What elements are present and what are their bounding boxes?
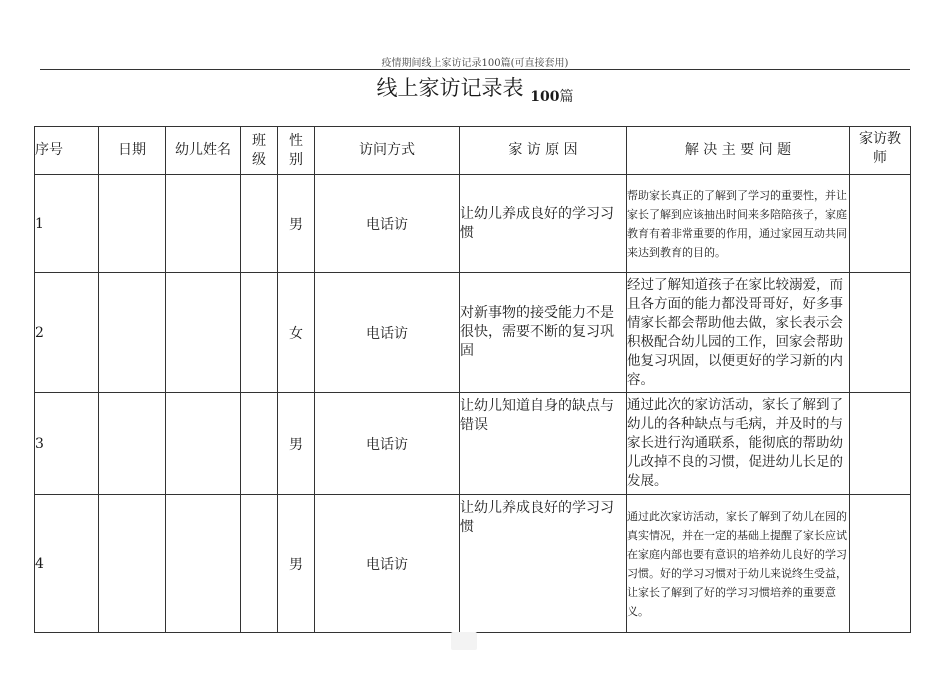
col-child-name: 幼儿姓名 [166,127,241,175]
table-row [35,393,911,495]
cell-teacher [850,175,911,273]
cell-teacher [850,273,911,393]
cell-reason: 让幼儿养成良好的学习习惯 [460,495,627,633]
col-teacher: 家访教师 [850,127,911,175]
cell-date [99,495,166,633]
col-reason: 家 访 原 因 [460,127,627,175]
cell-gender: 女 [278,273,315,393]
table-row [35,175,911,273]
title-count: 100 [530,89,560,105]
header-rule [40,69,910,70]
col-gender: 性别 [278,127,315,175]
cell-date [99,175,166,273]
cell-class [241,495,278,633]
cell-gender: 男 [278,393,315,495]
cell-method: 电话访 [315,495,460,633]
col-seq: 序号 [35,127,99,175]
cell-solution: 帮助家长真正的了解到了学习的重要性，并让家长了解到应该抽出时间来多陪陪孩子，家庭教育有着非常重要的作用，通过家园互动共同来达到教育的目的。 [627,175,850,273]
cell-teacher [850,393,911,495]
cell-class [241,393,278,495]
cell-class [241,273,278,393]
cell-method: 电话访 [315,175,460,273]
col-method: 访问方式 [315,127,460,175]
cell-solution: 通过此次的家访活动，家长了解到了幼儿的各种缺点与毛病，并及时的与家长进行沟通联系，能彻底的帮助幼儿改掉不良的习惯，促进幼儿长足的发展。 [627,393,850,495]
cell-child-name [166,393,241,495]
cell-teacher [850,495,911,633]
table-header-row [35,127,911,175]
cell-seq: 2 [35,273,99,393]
title-main: 线上家访记录表 [376,76,524,100]
cell-class [241,175,278,273]
col-class: 班级 [241,127,278,175]
col-solution: 解 决 主 要 问 题 [627,127,850,175]
document-title [0,72,950,105]
table-row [35,273,911,393]
cell-gender: 男 [278,495,315,633]
cell-solution: 通过此次家访活动，家长了解到了幼儿在园的真实情况，并在一定的基础上提醒了家长应试在家庭内部也要有意识的培养幼儿良好的学习习惯。好的学习习惯对于幼儿来说终生受益，让家长了解到了好的学习习惯培养的重要意义。 [627,495,850,633]
cell-solution: 经过了解知道孩子在家比较溺爱，而且各方面的能力都没哥哥好，好多事情家长都会帮助他去做，家长表示会积极配合幼儿园的工作，回家会帮助他复习巩固，以便更好的学习新的内容。 [627,273,850,393]
cell-method: 电话访 [315,273,460,393]
cell-reason: 对新事物的接受能力不是很快，需要不断的复习巩固 [460,273,627,393]
visit-record-table [34,126,911,633]
cell-reason: 让幼儿养成良好的学习习惯 [460,175,627,273]
cell-seq: 1 [35,175,99,273]
title-tail: 篇 [559,89,574,105]
cell-gender: 男 [278,175,315,273]
cell-seq: 3 [35,393,99,495]
cell-reason: 让幼儿知道自身的缺点与错误 [460,393,627,495]
cell-child-name [166,175,241,273]
cell-method: 电话访 [315,393,460,495]
cell-child-name [166,273,241,393]
cell-seq: 4 [35,495,99,633]
cell-child-name [166,495,241,633]
running-header: 疫情期间线上家访记录100篇(可直接套用) [381,58,569,69]
col-date: 日期 [99,127,166,175]
cell-date [99,273,166,393]
table-row [35,495,911,633]
watermark-mark [451,632,477,650]
cell-date [99,393,166,495]
